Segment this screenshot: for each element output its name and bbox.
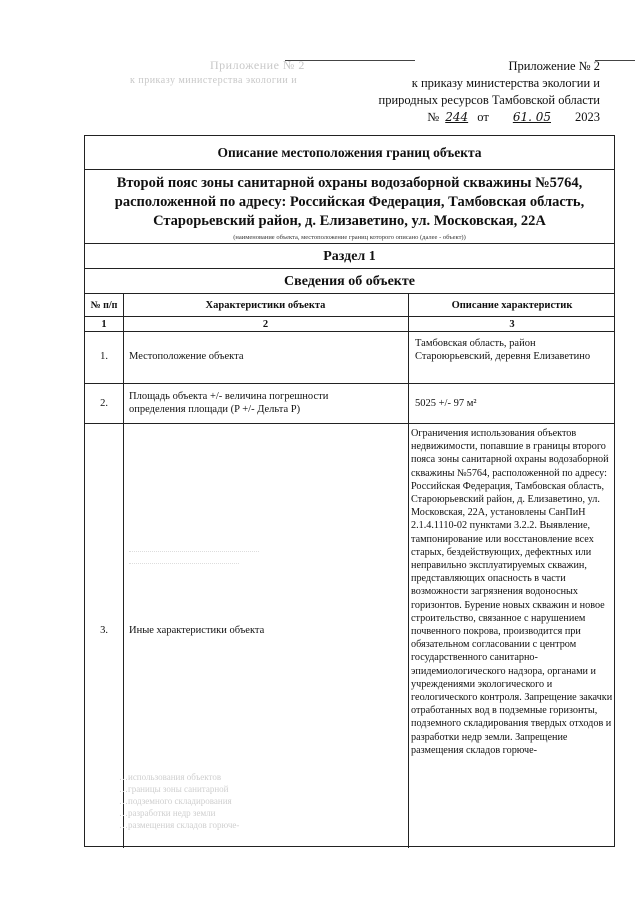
header-rule [595, 60, 635, 61]
order-line-1: к приказу министерства экологии и [411, 76, 600, 90]
order-date-handwritten: 61. 05 [512, 110, 551, 124]
col-number: 3 [509, 319, 515, 330]
section-heading: Раздел 1 [85, 243, 614, 269]
faded-bleed-text: …использования объектов …границы зоны санитарной …подземного складирования …разработки недр земли …размещения складов горюче- [119, 772, 240, 830]
number-prefix: № [427, 110, 440, 124]
row-number: 3. [100, 625, 108, 636]
row-number: 2. [100, 398, 108, 409]
order-number-line [379, 109, 600, 126]
col-number: 1 [101, 319, 107, 330]
order-header [379, 58, 600, 126]
date-prefix: от [477, 110, 489, 124]
header-description: Описание характеристик [451, 300, 573, 311]
faded-bleed-text: к приказу министерства экологии и [130, 75, 298, 86]
section-title: Сведения об объекте [85, 268, 614, 294]
order-line-2: природных ресурсов Тамбовской области [378, 93, 600, 107]
row-characteristic: Иные характеристики объекта [129, 625, 265, 636]
order-year: 2023 [575, 110, 600, 124]
col-number: 2 [262, 319, 269, 330]
header-characteristic: Характеристики объекта [205, 300, 326, 311]
row-characteristic: Площадь объекта +/- величина погрешности определения площади (P +/- Дельта P) [129, 391, 329, 415]
row-description: Ограничения использования объектов недвижимости, попавшие в границы второго пояса зоны санитарной охраны водозаборной скважины №5764, расположенной по адресу: Российская Федерация, Тамбовская область, Староюрьевский район, д. Елизаветино, ул. Московская, 22А, установлены СанПиН 2.1.4.1110-02 пунктами 3.2.2. Выявление, тампонирование или восстановление всех старых, бездействующих, дефектных или неправильно эксплуатируемых скважин, представляющих опасность в части возможности загрязнения водоносных горизонтов. Бурение новых скважин и новое строительство, связанное с нарушением почвенного покрова, производится при обязательном согласовании с центром государственного санитарно-эпидемиологического надзора, органами и учреждениями экологического и геологического контроля. Запрещение закачки отработанных вод в подземные горизонты, подземного складирования твердых отходов и разработки недр земли. Запрещение размещения складов горюче- [411, 428, 613, 756]
order-number-handwritten: 244 [445, 110, 469, 124]
header-number: № п/п [90, 300, 118, 311]
document-title: Описание местоположения границ объекта [85, 136, 614, 170]
faded-bleed-text: Приложение № 2 [210, 58, 305, 72]
row-description: Тамбовская область, район Староюрьевский, деревня Елизаветино [415, 338, 591, 362]
row-number: 1. [100, 351, 108, 362]
appendix-label: Приложение № 2 [508, 59, 600, 73]
row-description: 5025 +/- 97 м² [415, 398, 477, 409]
faded-bleed-mark [129, 551, 259, 552]
object-caption: (наименование объекта, местоположение границ которого описано (далее - объект)) [233, 234, 466, 241]
faded-bleed-mark [129, 563, 239, 564]
row-characteristic: Местоположение объекта [129, 351, 244, 362]
characteristics-table [85, 293, 614, 848]
object-name: Второй пояс зоны санитарной охраны водозаборной скважины №5764, расположенной по адресу: Российская Федерация, Тамбовская область, Старорьевский район, д. Елизаветино, ул. Московская, 22А [114, 175, 585, 229]
description-frame [84, 135, 615, 847]
